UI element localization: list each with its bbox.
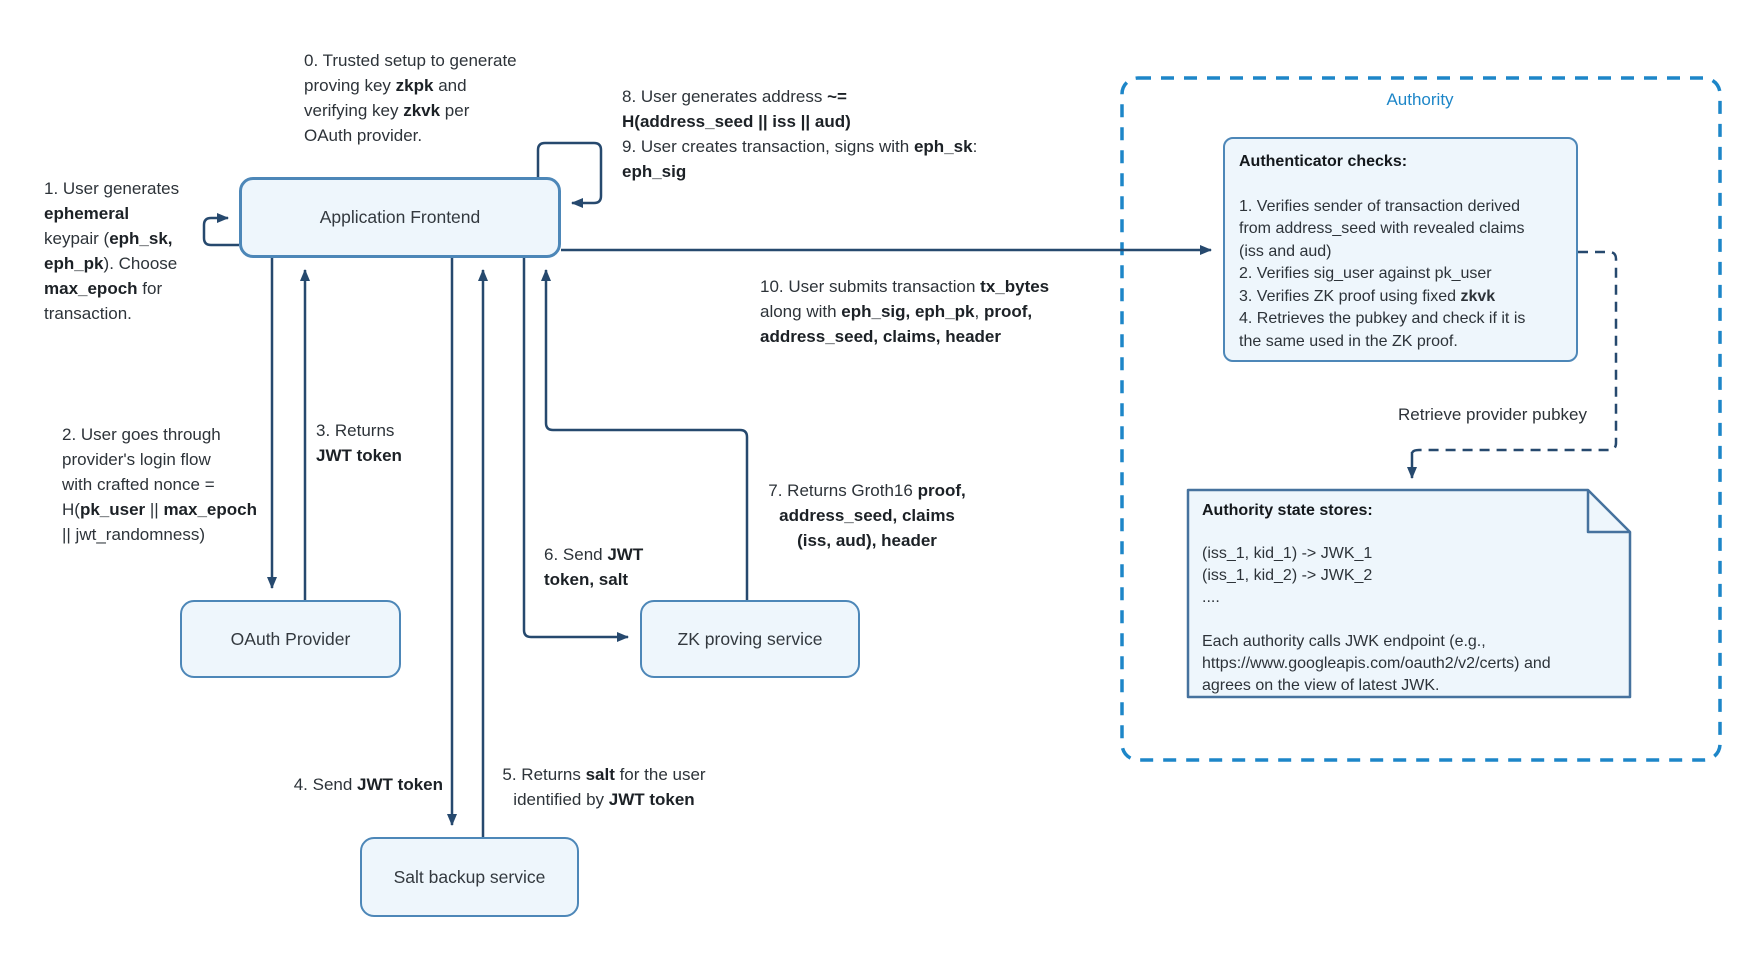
authenticator-checks-body: 1. Verifies sender of transaction derived from address_seed with revealed claims (iss and aud) 2. Verifies sig_user against pk_user 3. Verifies ZK proof using fixed zkvk 4. Retrieves the pubkey and check if it is the same used in the ZK proof. — [1239, 197, 1526, 350]
authenticator-checks-title: Authenticator checks: — [1239, 153, 1408, 170]
authority-state-body: (iss_1, kid_1) -> JWK_1 (iss_1, kid_2) -> JWK_2 .... Each authority calls JWK endpoint (e.g., https://www.googleapis.com/oauth2/v2/certs) and agrees on the view of latest JWK. — [1202, 545, 1551, 694]
salt-backup-service-node — [360, 837, 579, 917]
annotation-step10: 10. User submits transaction tx_bytes along with eph_sig, eph_pk, proof, address_seed, claims, header — [760, 277, 1050, 346]
annotation-step8-9: 8. User generates address ~= H(address_seed || iss || aud) 9. User creates transaction, signs with eph_sk: eph_sig — [622, 87, 978, 181]
annotation-step4: 4. Send JWT token — [293, 775, 443, 794]
annotation-step0: 0. Trusted setup to generate proving key zkpk and verifying key zkvk per OAuth provider. — [304, 51, 517, 145]
oauth-provider-node — [180, 600, 401, 678]
annotation-step5: 5. Returns salt for the user identified by JWT token — [502, 765, 706, 809]
annotation-step6: 6. Send JWT token, salt — [544, 545, 644, 589]
authenticator-checks-panel — [1223, 137, 1578, 362]
application-frontend-node — [239, 177, 561, 258]
authority-state-title: Authority state stores: — [1202, 502, 1373, 519]
zk-proving-service-node — [640, 600, 860, 678]
application-frontend-label: Application Frontend — [319, 207, 481, 227]
zk-proving-service-label: ZK proving service — [677, 628, 823, 649]
annotation-retrieve-pubkey: Retrieve provider pubkey — [1398, 405, 1587, 424]
oauth-provider-label: OAuth Provider — [230, 628, 351, 649]
annotation-step7: 7. Returns Groth16 proof, address_seed, claims (iss, aud), header — [768, 481, 966, 550]
authority-container-label: Authority — [1386, 90, 1454, 109]
arrow-step1-self-loop — [204, 218, 239, 245]
salt-backup-service-label: Salt backup service — [393, 866, 546, 887]
annotation-step2: 2. User goes through provider's login flow with crafted nonce = H(pk_user || max_epoch || jwt_randomness) — [62, 425, 257, 544]
annotation-step3: 3. Returns JWT token — [316, 421, 402, 465]
annotation-step1: 1. User generates ephemeral keypair (eph_sk, eph_pk). Choose max_epoch for transaction. — [44, 179, 180, 323]
authority-state-text — [1202, 500, 1614, 697]
